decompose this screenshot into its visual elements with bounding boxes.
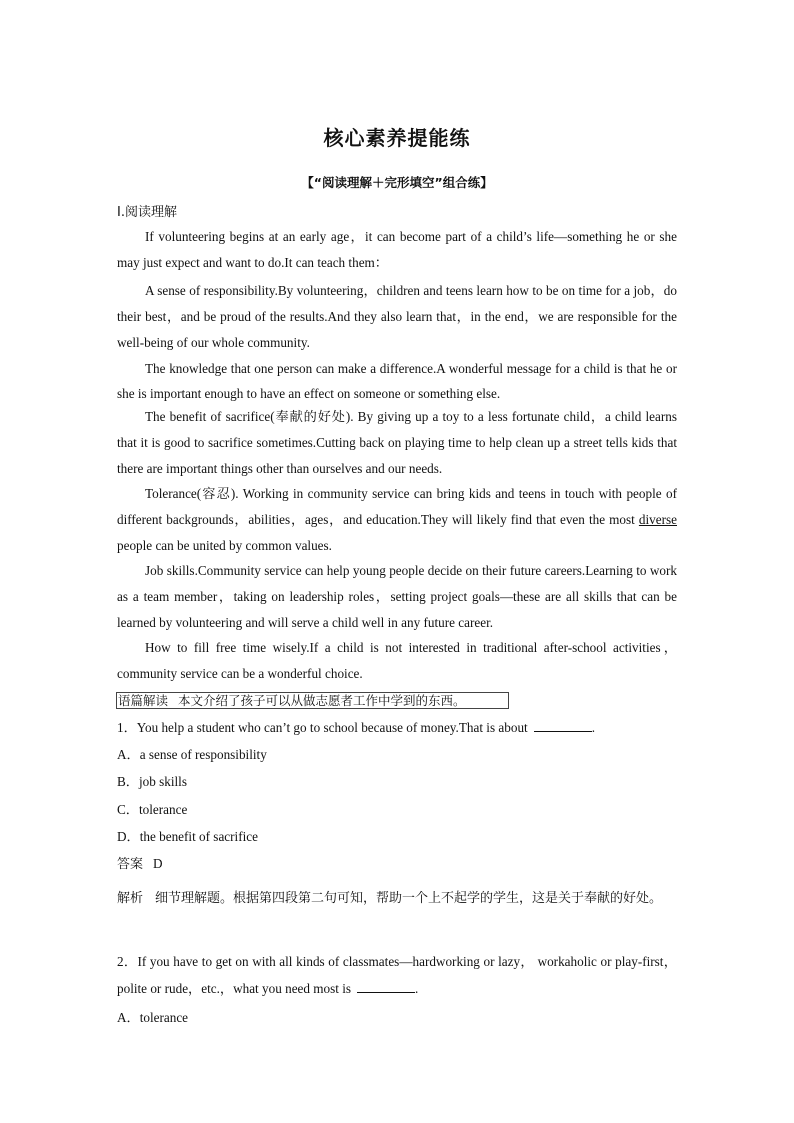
option-d: D．the benefit of sacrifice bbox=[117, 829, 258, 844]
paragraph-5-text-b: people can be united by common values. bbox=[117, 538, 332, 553]
question-1-stem bbox=[117, 717, 595, 736]
option-b: B．job skills bbox=[117, 774, 187, 789]
question-1-end: . bbox=[591, 720, 595, 735]
underlined-word: diverse bbox=[638, 512, 677, 527]
option-a: A．tolerance bbox=[117, 1010, 189, 1025]
passage-paragraph-5 bbox=[117, 481, 677, 559]
page-title: 核心素养提能练 bbox=[323, 126, 471, 150]
summary-label: 语篇解读 bbox=[118, 693, 169, 708]
answer-blank bbox=[357, 981, 415, 993]
summary-box bbox=[116, 692, 509, 709]
answer-blank bbox=[534, 720, 592, 732]
answer-line bbox=[117, 853, 163, 872]
explanation bbox=[117, 880, 677, 917]
passage-paragraph-4: The benefit of sacrifice(奉献的好处). By giving up a toy to a less fortunate child，a child learns that it is good to sacrifice sometimes.Cutting back on playing time to help clean up a street tells kids that there are important things other than ourselves and our needs. bbox=[117, 409, 677, 476]
option-c: C．tolerance bbox=[117, 802, 188, 817]
summary-text: 本文介绍了孩子可以从做志愿者工作中学到的东西。 bbox=[178, 693, 466, 708]
answer-value: D bbox=[153, 856, 163, 871]
explanation-label: 解析 bbox=[117, 891, 144, 906]
exercise-subtitle: 【“阅读理解＋完形填空”组合练】 bbox=[301, 175, 493, 190]
question-2-stem bbox=[117, 948, 677, 1002]
passage-paragraph-7: How to fill free time wisely.If a child is not interested in traditional after-school activities，community service can be a wonderful choice. bbox=[117, 640, 677, 681]
passage-paragraph-2: A sense of responsibility.By volunteering，children and teens learn how to be on time for a job，do their best，and be proud of the results.And they also learn that，in the end，we are responsible for the well-being of our whole community. bbox=[117, 283, 677, 350]
question-2-end: . bbox=[415, 981, 419, 996]
question-2-text: 2．If you have to get on with all kinds of classmates—hardworking or lazy， workaholic or play-first，polite or rude，etc.，what you need most is bbox=[117, 954, 677, 996]
section-heading: Ⅰ.阅读理解 bbox=[117, 205, 177, 220]
answer-label: 答案 bbox=[117, 857, 144, 872]
passage-paragraph-1: If volunteering begins at an early age，it can become part of a child’s life—something he or she may just expect and want to do.It can teach them： bbox=[117, 229, 677, 270]
option-a: A．a sense of responsibility bbox=[117, 747, 267, 762]
passage-paragraph-3: The knowledge that one person can make a difference.A wonderful message for a child is that he or she is important enough to have an effect on someone or something else. bbox=[117, 361, 677, 401]
explanation-text: 细节理解题。根据第四段第二句可知，帮助一个上不起学的学生，这是关于奉献的好处。 bbox=[155, 891, 663, 906]
passage-paragraph-6: Job skills.Community service can help young people decide on their future careers.Learning to work as a team member，taking on leadership roles，setting project goals—these are all skills that can be learned by volunteering and will serve a child well in any future career. bbox=[117, 563, 677, 630]
question-1-text: 1．You help a student who can’t go to school because of money.That is about bbox=[117, 720, 528, 735]
paragraph-5-text-a: Tolerance(容忍). Working in community service can bring kids and teens in touch with people of different backgrounds，abilities，ages，and education.They will likely find that even the most bbox=[117, 486, 677, 527]
